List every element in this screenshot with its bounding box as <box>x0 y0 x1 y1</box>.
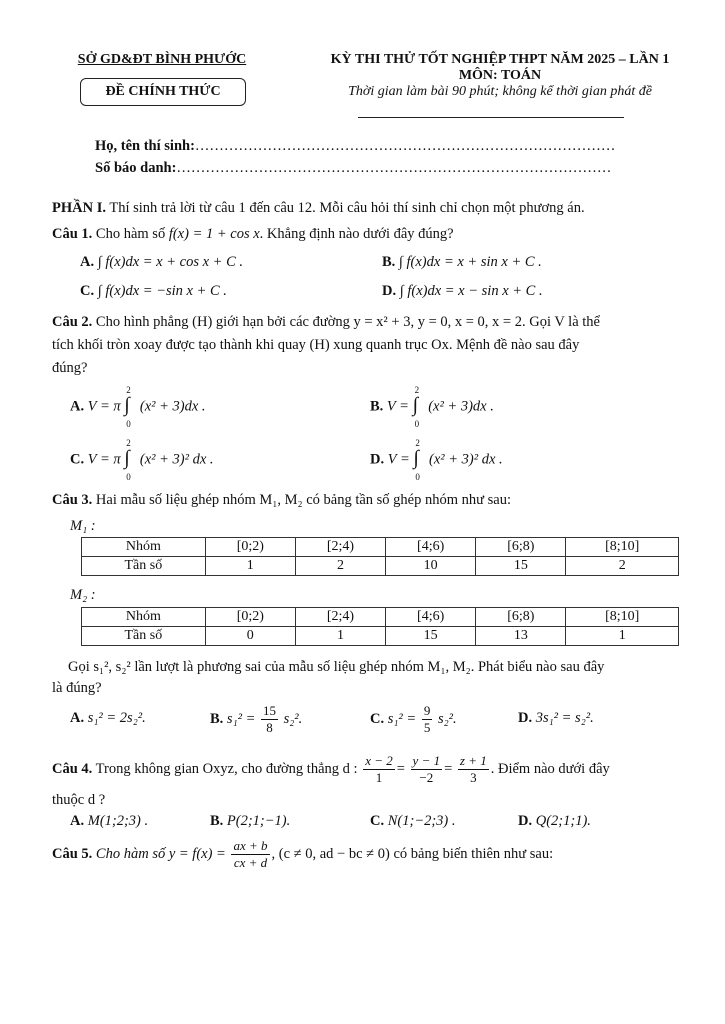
q3-option-c[interactable]: C. s₁² = $\frac{9}{5}$ s₂². <box>370 703 457 735</box>
q1-option-a[interactable]: A. ∫ f(x)dx = x + cos x + C . <box>80 254 243 270</box>
time-note-underline <box>358 117 624 118</box>
exam-time-note: Thời gian làm bài 90 phút; không kể thời gian phát đề <box>348 84 652 99</box>
fraction: $\frac{9}{5}$ <box>423 703 431 735</box>
department-name: SỞ GD&ĐT BÌNH PHƯỚC <box>77 52 247 67</box>
fraction: $\frac{z + 1}{3}$ <box>459 753 487 785</box>
exam-header <box>300 52 700 100</box>
q4-stem-2: thuộc d ? <box>52 792 106 808</box>
official-badge: ĐỀ CHÍNH THỨC <box>80 78 246 106</box>
q2-option-a[interactable]: A. V = π 2 ∫ 0 (x² + 3)dx . <box>70 385 206 429</box>
q2-option-b[interactable]: B. V = 2 ∫ 0 (x² + 3)dx . <box>370 385 494 429</box>
table-row: Nhóm [0;2) [2;4) [4;6) [6;8) [8;10] <box>82 608 679 627</box>
m2-frequency-table <box>81 607 679 646</box>
q1-option-c[interactable]: C. ∫ f(x)dx = −sin x + C . <box>80 283 227 299</box>
q4-option-a[interactable]: A. M(1;2;3) . <box>70 813 149 829</box>
q3-option-b[interactable]: B. s₁² = $\frac{15}{8}$ s₂². <box>210 703 303 735</box>
table-row: Nhóm [0;2) [2;4) [4;6) [6;8) [8;10] <box>82 538 679 557</box>
q3-after-text: Gọi s₁², s₂² lần lượt là phương sai của mẫu số liệu ghép nhóm M₁, M₂. Phát biểu nào sau đây <box>68 659 605 675</box>
fraction: $\frac{ax + b}{cx + d}$ <box>233 838 268 870</box>
q4-stem: Câu 4. Trong không gian Oxyz, cho đường thẳng d : $\frac{x - 2}{1}$ = $\frac{y - 1}{-2}$ = $\frac{z + 1}{3}$ . Điểm nào dưới đây <box>52 753 610 785</box>
candidate-name-line: Họ, tên thí sinh:…………………………………………………………………………… <box>95 138 616 154</box>
fraction: $\frac{y - 1}{-2}$ <box>412 753 441 785</box>
q3-option-a[interactable]: A. s₁² = 2s₂². <box>70 710 146 726</box>
table-row: Tần số 0 1 15 13 1 <box>82 627 679 646</box>
part1-instruction: PHẦN I. Thí sinh trả lời từ câu 1 đến câu 12. Mỗi câu hỏi thí sinh chỉ chọn một phương án. <box>52 200 585 216</box>
q4-option-b[interactable]: B. P(2;1;−1). <box>210 813 291 829</box>
q1-option-d[interactable]: D. ∫ f(x)dx = x − sin x + C . <box>382 283 543 299</box>
q2-stem: Câu 2. Cho hình phẳng (H) giới hạn bởi các đường y = x² + 3, y = 0, x = 0, x = 2. Gọi V là thể tích khối tròn xoay được tạo thành khi quay (H) xung quanh trục Ox. Mệnh đề nào sau đây đúng? <box>52 314 600 376</box>
fraction: $\frac{15}{8}$ <box>263 703 276 735</box>
fraction: $\frac{x - 2}{1}$ <box>365 753 393 785</box>
definite-integral: 2 ∫ 0 <box>412 385 420 429</box>
exam-title: KỲ THI THỬ TỐT NGHIỆP THPT NĂM 2025 – LẦN 1 <box>330 52 670 67</box>
definite-integral: 2 ∫ 0 <box>413 438 420 482</box>
q5-stem: Câu 5. Cho hàm số y = f(x) = $\frac{ax + b}{cx + d}$ , (c ≠ 0, ad − bc ≠ 0) có bảng biến thiên như sau: <box>52 838 554 870</box>
q1-option-b[interactable]: B. ∫ f(x)dx = x + sin x + C . <box>382 254 542 270</box>
m1-frequency-table <box>81 537 679 576</box>
m1-label: M₁ : <box>70 518 96 534</box>
m2-label: M₂ : <box>70 587 96 603</box>
exam-subject: MÔN: TOÁN <box>458 68 542 83</box>
q4-option-d[interactable]: D. Q(2;1;1). <box>518 813 591 829</box>
table-row: Tần số 1 2 10 15 2 <box>82 557 679 576</box>
q3-after-text-2: là đúng? <box>52 680 102 696</box>
q4-option-c[interactable]: C. N(1;−2;3) . <box>370 813 456 829</box>
q3-stem: Câu 3. Hai mẫu số liệu ghép nhóm M₁, M₂ có bảng tần số ghép nhóm như sau: <box>52 492 511 508</box>
definite-integral: 2 ∫ 0 <box>124 385 131 429</box>
q1-stem: Câu 1. Cho hàm số f(x) = 1 + cos x. Khẳng định nào dưới đây đúng? <box>52 226 454 242</box>
q3-option-d[interactable]: D. 3s₁² = s₂². <box>518 710 594 726</box>
q2-option-d[interactable]: D. V = 2 ∫ 0 (x² + 3)² dx . <box>370 438 503 482</box>
definite-integral: 2 ∫ 0 <box>124 438 131 482</box>
q2-option-c[interactable]: C. V = π 2 ∫ 0 (x² + 3)² dx . <box>70 438 214 482</box>
candidate-id-line: Số báo danh:……………………………………………………………………………… <box>95 160 612 176</box>
